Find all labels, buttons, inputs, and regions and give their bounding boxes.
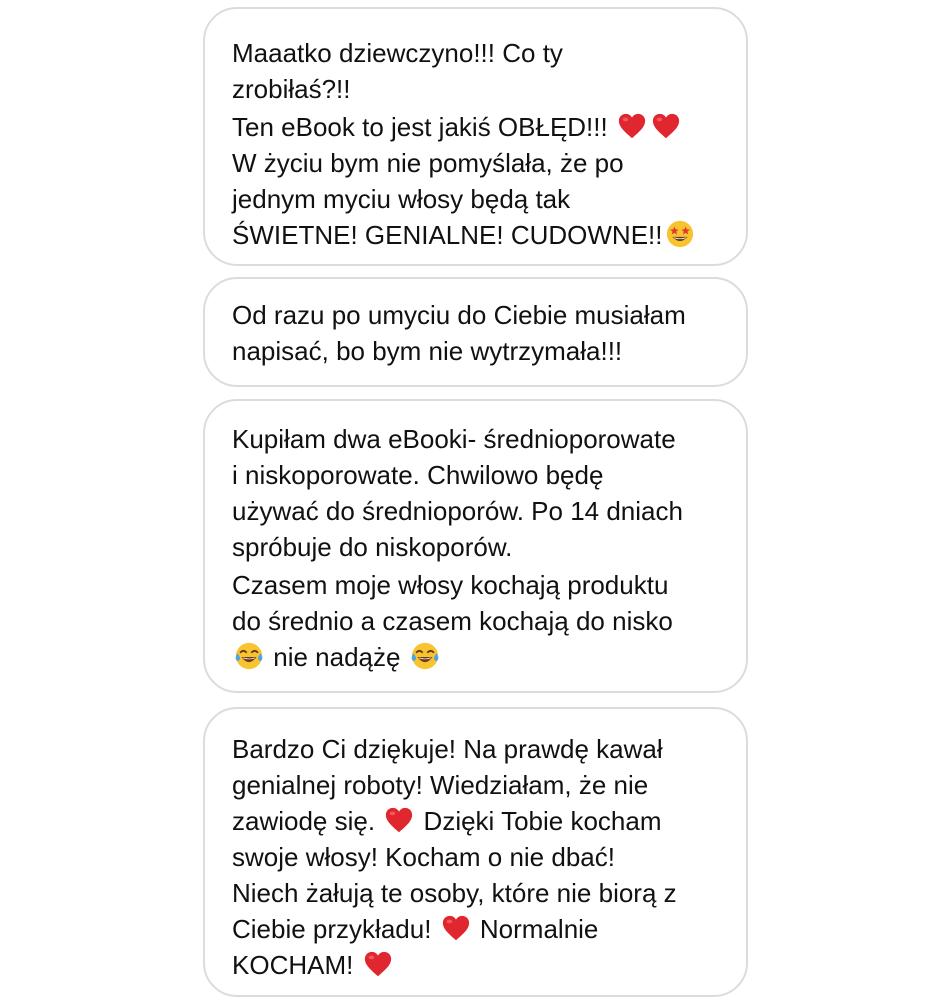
message-line bbox=[232, 911, 720, 947]
message-line: genialnej roboty! Wiedziałam, że nie bbox=[232, 770, 649, 800]
red-heart-icon bbox=[441, 913, 471, 943]
message-line: i niskoporowate. Chwilowo będę bbox=[232, 460, 604, 490]
message-bubble-2 bbox=[203, 277, 748, 387]
message-line: Od razu po umyciu do Ciebie musiałam bbox=[232, 300, 686, 330]
tears-of-joy-icon bbox=[410, 641, 440, 671]
red-heart-icon bbox=[384, 805, 414, 835]
message-line: używać do średnioporów. Po 14 dniach bbox=[232, 496, 683, 526]
message-bubble-4 bbox=[203, 707, 748, 997]
message-line: Maaatko dziewczyno!!! Co ty bbox=[232, 38, 563, 68]
star-struck-icon bbox=[665, 219, 695, 249]
message-line bbox=[232, 217, 720, 253]
message-text: ŚWIETNE! GENIALNE! CUDOWNE!! bbox=[232, 220, 663, 250]
message-line: napisać, bo bym nie wytrzymała!!! bbox=[232, 336, 623, 366]
red-heart-icon bbox=[363, 949, 393, 979]
message-bubble-1 bbox=[203, 7, 748, 266]
message-line: W życiu bym nie pomyślała, że po bbox=[232, 148, 624, 178]
message-line: Niech żałują te osoby, które nie biorą z bbox=[232, 878, 677, 908]
message-line bbox=[232, 109, 720, 145]
message-line bbox=[232, 639, 720, 675]
message-line: Czasem moje włosy kochają produktu bbox=[232, 570, 669, 600]
tears-of-joy-icon bbox=[234, 641, 264, 671]
message-bubble-3 bbox=[203, 399, 748, 693]
message-text: nie nadążę bbox=[273, 642, 401, 672]
message-line: zrobiłaś?!! bbox=[232, 74, 351, 104]
message-text: Ciebie przykładu! bbox=[232, 914, 432, 944]
message-line: do średnio a czasem kochają do nisko bbox=[232, 606, 673, 636]
red-heart-icon bbox=[617, 111, 647, 141]
message-text: Ten eBook to jest jakiś OBŁĘD!!! bbox=[232, 112, 608, 142]
message-text: Normalnie bbox=[479, 914, 599, 944]
message-line bbox=[232, 947, 720, 983]
message-line: swoje włosy! Kocham o nie dbać! bbox=[232, 842, 615, 872]
red-heart-icon bbox=[651, 111, 681, 141]
message-line bbox=[232, 803, 720, 839]
message-text: Dzięki Tobie kocham bbox=[423, 806, 662, 836]
message-line: Kupiłam dwa eBooki- średnioporowate bbox=[232, 424, 676, 454]
message-line: spróbuje do niskoporów. bbox=[232, 532, 513, 562]
message-text: zawiodę się. bbox=[232, 806, 376, 836]
message-text: KOCHAM! bbox=[232, 950, 354, 980]
message-line: jednym myciu włosy będą tak bbox=[232, 184, 571, 214]
message-line: Bardzo Ci dziękuje! Na prawdę kawał bbox=[232, 734, 663, 764]
